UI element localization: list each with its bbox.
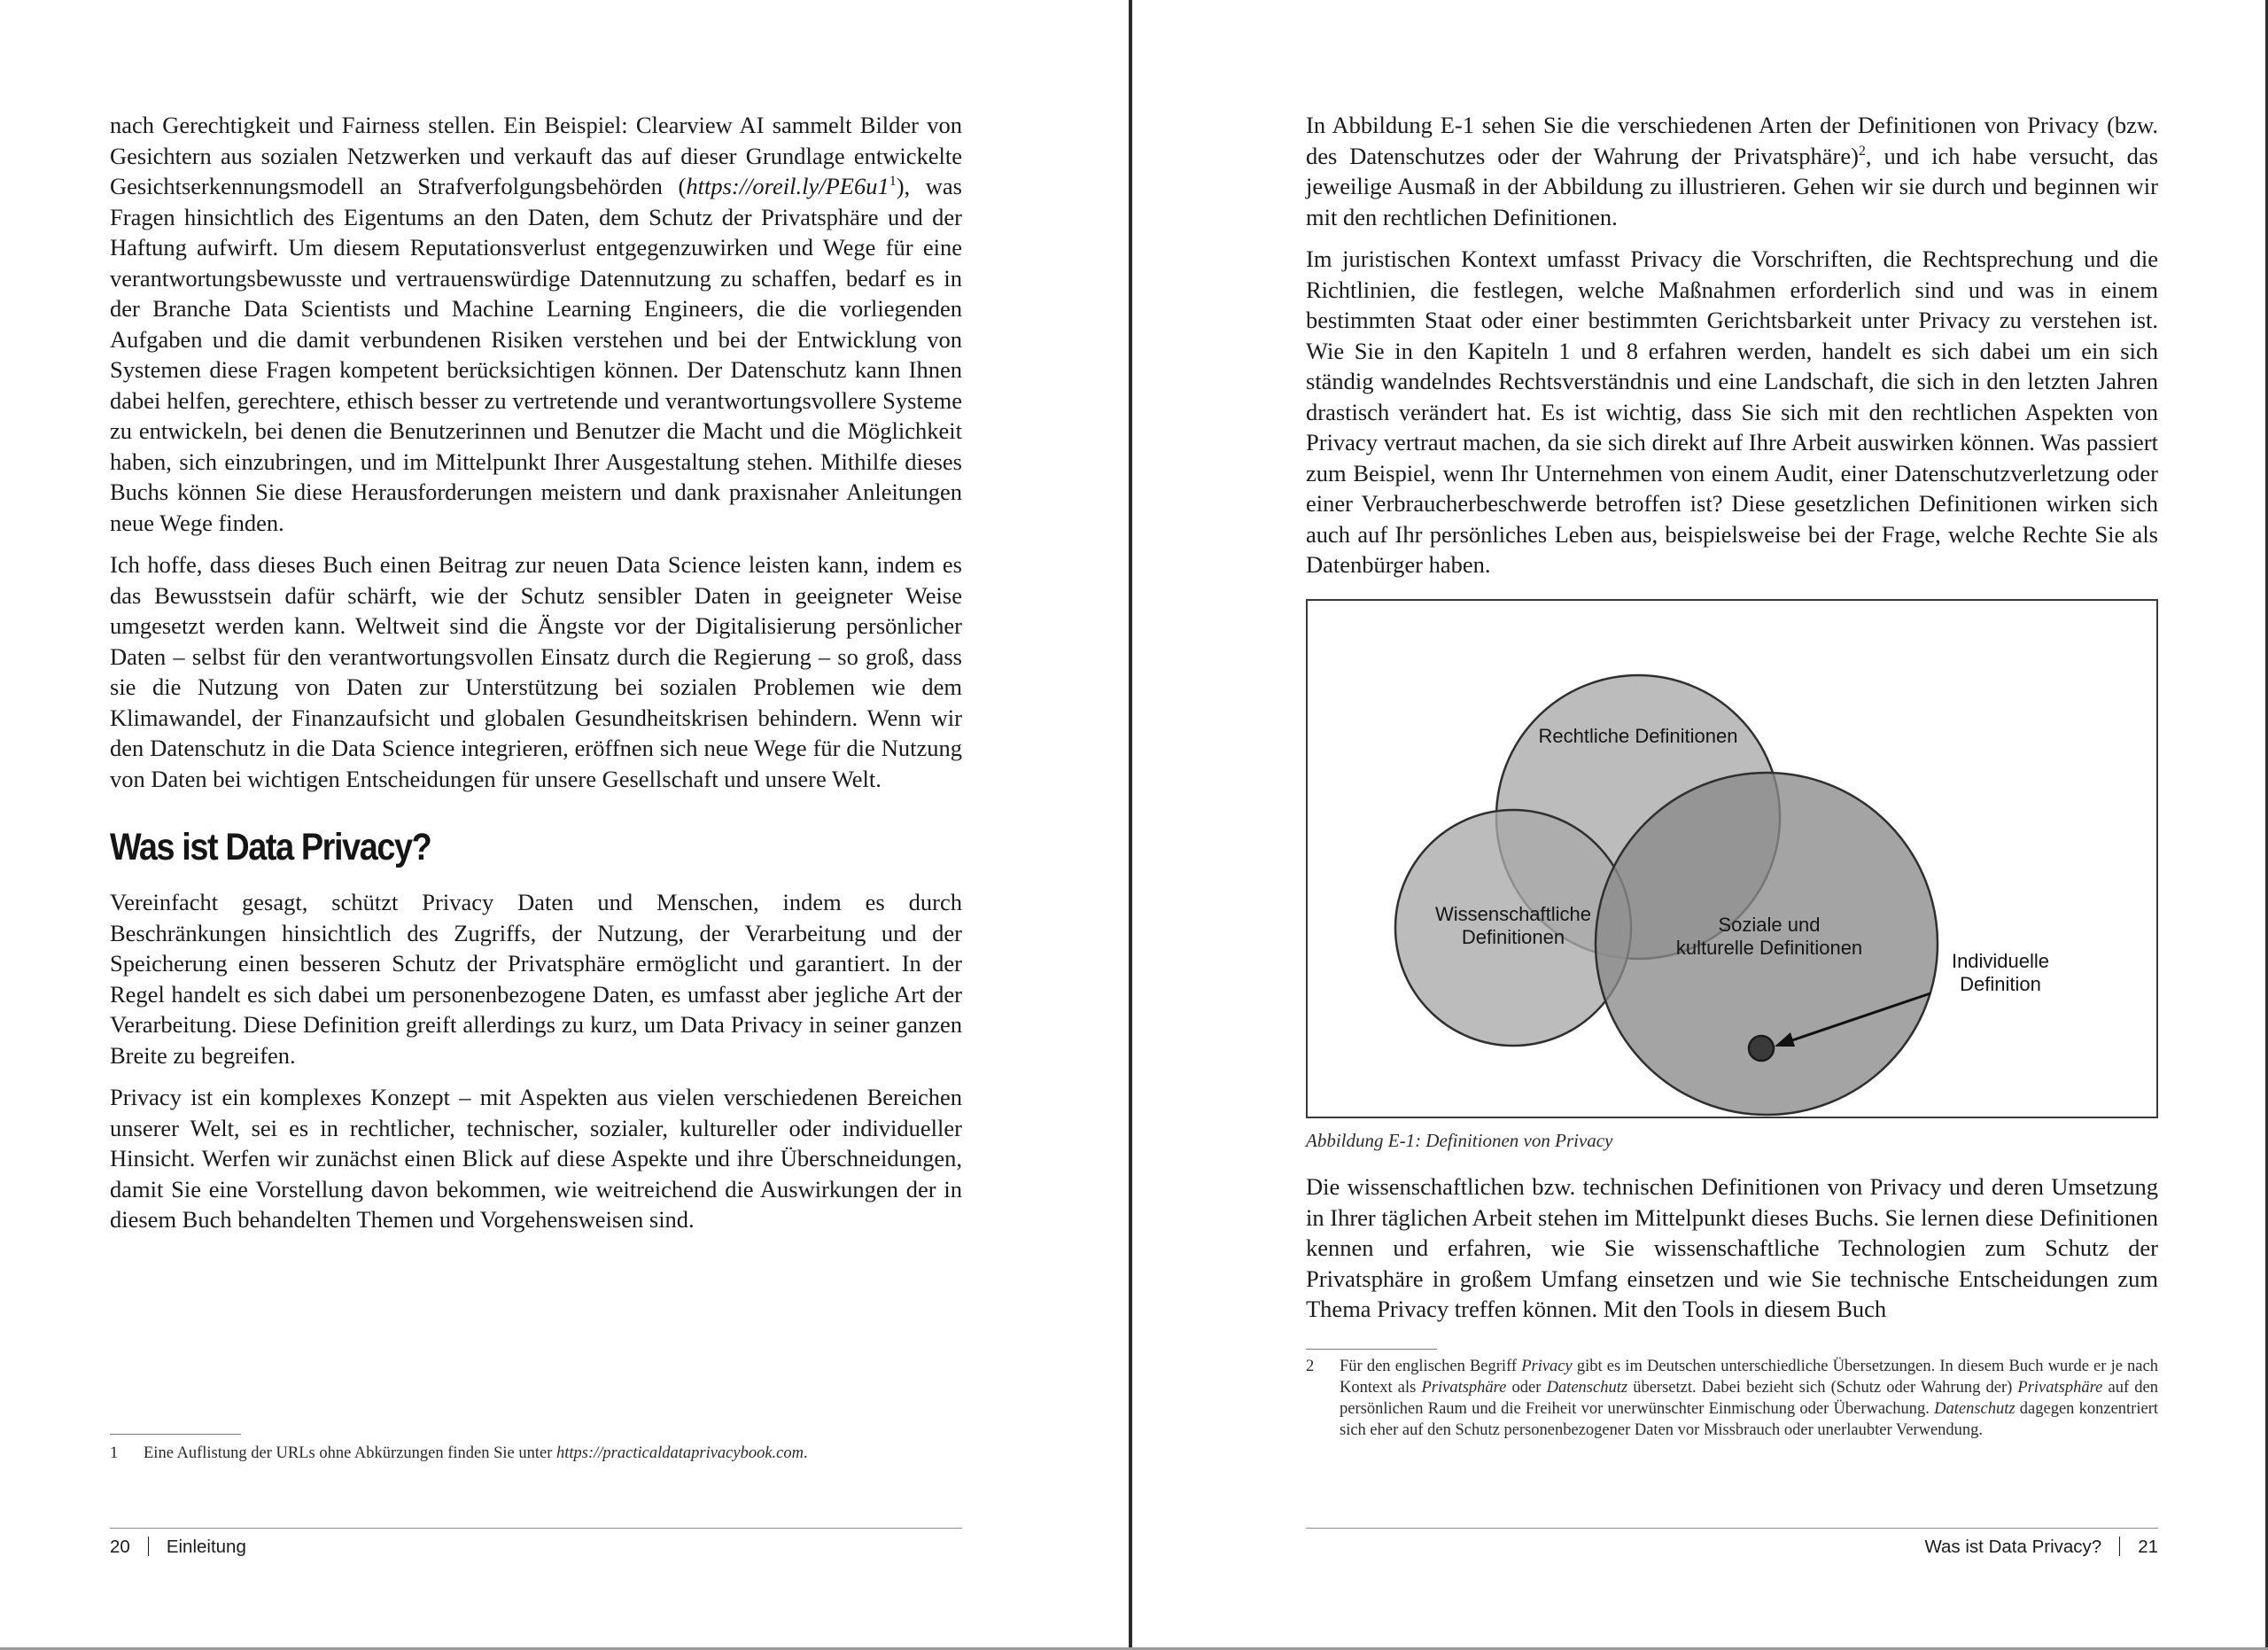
legal-label: Rechtliche Definitionen bbox=[1538, 725, 1738, 747]
folio-rule bbox=[110, 1528, 962, 1529]
footnote-ref-2[interactable]: 2 bbox=[1858, 143, 1866, 159]
right-page bbox=[1136, 0, 2268, 1650]
folio-rule bbox=[1306, 1528, 2158, 1529]
section-heading: Was ist Data Privacy? bbox=[110, 826, 431, 868]
footnote-text: Für den englischen Begriff Privacy gibt es im Deutschen unterschiedliche Übersetzungen. In diesem Buch wurde er je nach Kontext als Privatsphäre oder Datenschutz übersetzt. Dabei bezieht sich (Schutz oder Wahrung der) Privatsphäre auf den persönlichen Raum und die Freiheit vor unerwünschter Einmischung oder Überwachung. Datenschutz dagegen konzentriert sich eher auf den Schutz personenbezogener Daten vor Missbrauch oder unerlaubter Verwendung. bbox=[1340, 1358, 2158, 1439]
paragraph-text: ), was Fragen hinsichtlich des Eigentums an den Daten, dem Schutz der Privatsphäre und der Haftung aufwirft. Um diesem Reputationsverlust entgegenzuwirken und Wege für eine verantwortungsbewusste und vertrauenswürdige Datennutzung zu schaffen, bedarf es in der Branche Data Scientists und Machine Learning Engineers, die die vorliegenden Aufgaben und die damit verbundenen Risiken verstehen und bei der Entwicklung von Systemen diese Fragen kompetent berücksichtigen können. Der Datenschutz kann Ihnen dabei helfen, gerechtere, ethisch besser zu vertretende und verantwortungsvollere Systeme zu entwickeln, bei denen die Benutzerinnen und Benutzer die Macht und die Möglichkeit haben, sich einzubringen, und im Mittelpunkt Ihrer Ausgestaltung stehen. Mithilfe dieses Buchs können Sie diese Herausforderungen meistern und dank praxisnaher Anleitungen neue Wege finden. bbox=[110, 173, 962, 536]
right-folio bbox=[1924, 1537, 2158, 1558]
book-url-link[interactable]: https://practicaldataprivacybook.com bbox=[556, 1444, 804, 1462]
science-label-1: Wissenschaftliche bbox=[1434, 903, 1592, 925]
footnote-number: 2 bbox=[1306, 1358, 1315, 1375]
social-label-2: kulturelle Definitionen bbox=[1675, 937, 1863, 959]
venn-figure bbox=[1306, 599, 2158, 1118]
individual-label-1: Individuelle bbox=[1951, 950, 2050, 972]
right-paragraph-3: Die wissenschaftlichen bzw. technischen Definitionen von Privacy und deren Umsetzung in Ihrer täglichen Arbeit stehen im Mittelpunkt dieses Buchs. Sie lernen diese Definitionen kennen und erfahren, wie Sie wissenschaftliche Technologien zum Schutz der Privatsphäre in großem Umfang einsetzen und wie Sie technische Entscheidungen zum Thema Privacy treffen können. Mit den Tools in diesem Buch bbox=[1306, 1173, 2158, 1322]
left-folio bbox=[110, 1537, 246, 1558]
paragraph-text: nach Gerechtigkeit und Fairness stellen. Ein Beispiel: Clearview AI sammelt Bilder von Gesichtern aus sozialen Netzwerken und verkauft das auf dieser Grundlage entwickelte Gesichtserkennungsmodell an Strafverfolgungsbehörden ( bbox=[110, 112, 962, 199]
running-head: Einleitung bbox=[166, 1537, 246, 1557]
footnote-ref-1[interactable]: 1 bbox=[889, 174, 897, 189]
social-label-1: Soziale und bbox=[1718, 914, 1821, 936]
right-paragraph-2: Im juristischen Kontext umfasst Privacy die Vorschriften, die Rechtsprechung und die Richtlinien, die festlegen, welche Maßnahmen erforderlich sind und was in einem bestimmten Staat oder einer bestimmten Gerichtsbarkeit unter Privacy zu verstehen ist. Wie Sie in den Kapiteln 1 und 8 erfahren werden, handelt es sich dabei um ein sich ständig wandelndes Rechtsverständnis und eine Landschaft, die sich in den letzten Jahren drastisch verändert hat. Es ist wichtig, dass Sie sich mit den rechtlichen Aspekten von Privacy vertraut machen, da sie sich direkt auf Ihre Arbeit auswirken können. Was passiert zum Beispiel, wenn Ihr Unternehmen von einem Audit, einer Datenschutzverletzung oder einer Verbraucherbeschwerde betroffen ist? Diese gesetzlichen Definitionen wirken sich auch auf Ihr persönliches Leben aus, beispielsweise bei der Frage, welche Rechte Sie als Datenbürger haben. bbox=[1306, 245, 2158, 578]
venn-diagram bbox=[1308, 601, 2156, 1117]
left-paragraph-3: Vereinfacht gesagt, schützt Privacy Daten und Menschen, indem es durch Beschränkungen hinsichtlich des Zugriffs, der Nutzung, der Verarbeitung und der Speicherung einen besseren Schutz der Privatsphäre ermöglicht und garantiert. In der Regel handelt es sich dabei um personenbezogene Daten, es umfasst aber jegliche Art der Verarbeitung. Diese Definition greift allerdings zu kurz, um Data Privacy in seiner ganzen Breite zu begreifen. bbox=[110, 889, 962, 1069]
individual-label-2: Definition bbox=[1960, 973, 2041, 995]
folio-separator bbox=[148, 1537, 149, 1556]
figure-caption: Abbildung E-1: Definitionen von Privacy bbox=[1306, 1130, 1613, 1151]
footnote-2 bbox=[1306, 1356, 2158, 1441]
footnote-rule bbox=[110, 1434, 241, 1435]
left-page bbox=[0, 0, 1132, 1650]
left-paragraph-4: Privacy ist ein komplexes Konzept – mit Aspekten aus vielen verschiedenen Bereichen unserer Welt, sei es in rechtlicher, technischer, sozialer, kultureller oder individueller Hinsicht. Werfen wir zunächst einen Blick auf diese Aspekte und ihre Überschneidungen, damit Sie eine Vorstellung davon bekommen, wie weitreichend die Auswirkungen der in diesem Buch behandelten Themen und Vorgehensweisen sind. bbox=[110, 1084, 962, 1233]
left-paragraph-1 bbox=[110, 110, 962, 538]
clearview-url-link[interactable]: https://oreil.ly/PE6u1 bbox=[686, 173, 889, 199]
individual-definition-dot bbox=[1749, 1036, 1774, 1061]
science-label-2: Definitionen bbox=[1461, 926, 1565, 948]
folio-separator bbox=[2119, 1537, 2120, 1556]
footnote-rule bbox=[1306, 1349, 1437, 1350]
page-number: 21 bbox=[2138, 1537, 2158, 1557]
footnote-1 bbox=[110, 1443, 962, 1464]
footnote-text: Eine Auflistung der URLs ohne Abkürzungen finden Sie unter https://practicaldataprivacybook.com. bbox=[144, 1444, 808, 1462]
running-head: Was ist Data Privacy? bbox=[1924, 1537, 2102, 1557]
left-text-column bbox=[110, 110, 962, 1247]
right-paragraph-1: In Abbildung E-1 sehen Sie die verschiedenen Arten der Definitionen von Privacy (bzw. des Datenschutzes oder der Wahrung der Privatsphäre)$^2$, und ich habe versucht, das jeweilige Ausmaß in der Abbildung zu illustrieren. Gehen wir sie durch und beginnen wir mit den rechtlichen Definitionen. bbox=[1306, 112, 2158, 230]
right-text-column-lower bbox=[1306, 1171, 2158, 1336]
right-text-column bbox=[1306, 110, 2158, 592]
page-number: 20 bbox=[110, 1537, 130, 1557]
footnote-number: 1 bbox=[110, 1444, 119, 1462]
left-paragraph-2: Ich hoffe, dass dieses Buch einen Beitrag zur neuen Data Science leisten kann, indem es das Bewusstsein dafür schärft, wie der Schutz sensibler Daten in geeigneter Weise umgesetzt werden kann. Weltweit sind die Ängste vor der Digitalisierung persönlicher Daten – selbst für den verantwortungsvollen Einsatz durch die Regierung – so groß, dass sie die Nutzung von Daten zur Unterstützung bei sozialen Problemen wie dem Klimawandel, der Finanzaufsicht und globalen Gesundheitskrisen behindern. Wenn wir den Datenschutz in die Data Science integrieren, eröffnen sich neue Wege für die Nutzung von Daten bei wichtigen Entscheidungen für unsere Gesellschaft und unsere Welt. bbox=[110, 551, 962, 792]
